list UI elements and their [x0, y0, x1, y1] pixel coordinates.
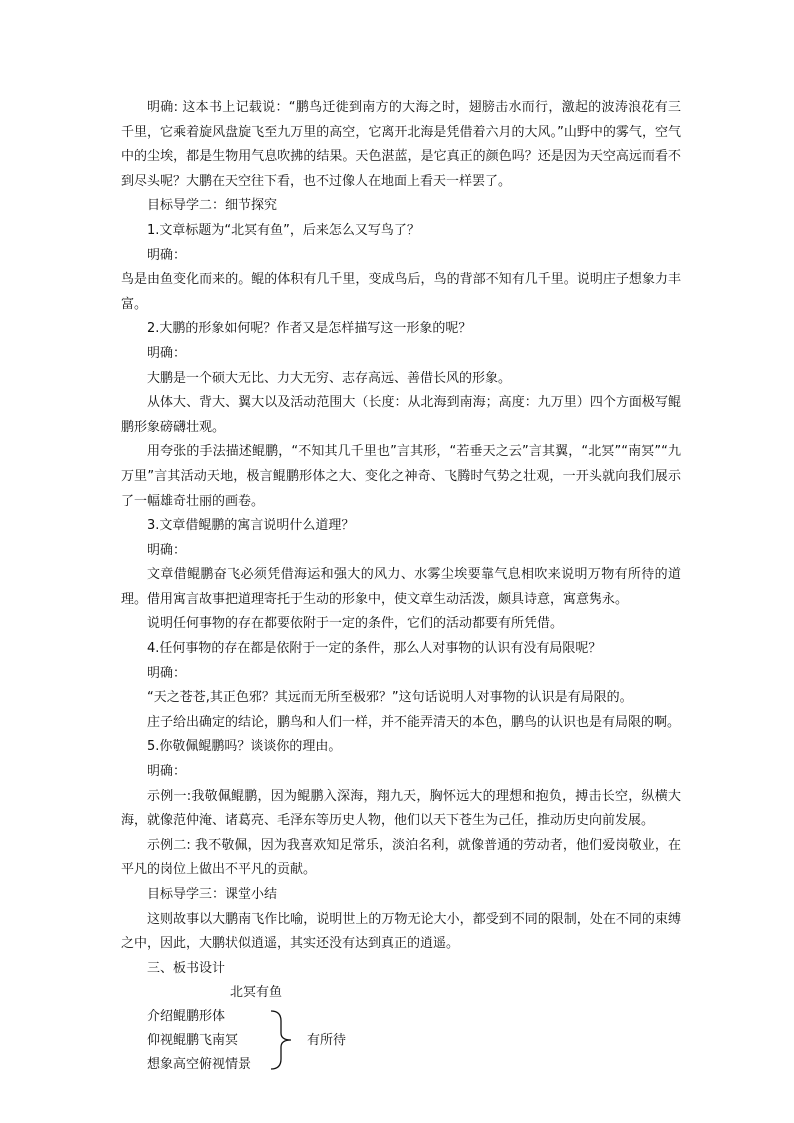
answer-label: 明确：: [147, 542, 187, 558]
paragraph: 这则故事以大鹏南飞作比喻，说明世上的万物无论大小，都受到不同的限制，处在不同的束缚之中，因此，大鹏状似逍遥，其实还没有达到真正的逍遥。: [121, 911, 681, 952]
paragraph: 示例一:我敬佩鲲鹏，因为鲲鹏入深海，翔九天，胸怀远大的理想和抱负，搏击长空，纵横大海，就像范仲淹、诸葛亮、毛泽东等历史人物，他们以天下苍生为己任，推动历史向前发展。: [121, 788, 681, 829]
question: 5.你敬佩鲲鹏吗？谈谈你的理由。: [147, 739, 342, 755]
paragraph: 用夸张的手法描述鲲鹏，“不知其几千里也”言其形，“若垂天之云”言其翼，“北冥”“南冥”“九万里”言其活动天地，极言鲲鹏形体之大、变化之神奇、飞腾时气势之壮观，一开头就向我们展示了一幅雄奇壮丽的画卷。: [121, 444, 681, 509]
paragraph: 大鹏是一个硕大无比、力大无穷、志存高远、善借长风的形象。: [147, 370, 512, 386]
document-page: [121, 96, 681, 1077]
question: 4.任何事物的存在都是依附于一定的条件，那么人对事物的认识有没有局限呢？: [147, 641, 602, 657]
paragraph: 文章借鲲鹏奋飞必须凭借海运和强大的风力、水雾尘埃要靠气息相吹来说明万物有所待的道理。借用寓言故事把道理寄托于生动的形象中，使文章生动活泼，颇具诗意，寓意隽永。: [121, 567, 681, 607]
answer-label: 明确：: [147, 665, 187, 681]
board-result: 有所待: [307, 1033, 347, 1049]
question: 1.文章标题为“北冥有鱼”，后来怎么又写鸟了？: [147, 222, 420, 238]
section-heading: 三、板书设计: [147, 960, 226, 976]
board-item: 介绍鲲鹏形体: [147, 1009, 226, 1025]
paragraph: 庄子给出确定的结论，鹏鸟和人们一样，并不能弄清天的本色，鹏鸟的认识也是有局限的啊。: [147, 714, 681, 730]
paragraph: 从体大、背大、翼大以及活动范围大（长度：从北海到南海；高度：九万里）四个方面极写鲲鹏形象磅礴壮观。: [121, 395, 681, 435]
right-brace-icon: [269, 1009, 295, 1071]
board-item: 想象高空俯视情景: [147, 1057, 252, 1073]
answer-label: 明确：: [147, 247, 187, 263]
board-title: 北冥有鱼: [230, 985, 283, 1001]
section-heading: 目标导学三：课堂小结: [147, 887, 278, 902]
paragraph: 说明任何事物的存在都要依附于一定的条件，它们的活动都要有所凭借。: [147, 616, 564, 632]
paragraph: “天之苍苍,其正色邪？其远而无所至极邪？”这句话说明人对事物的认识是有局限的。: [147, 690, 633, 706]
paragraph: 示例二: 我不敬佩，因为我喜欢知足常乐，淡泊名利，就像普通的劳动者，他们爱岗敬业，在平凡的岗位上做出不平凡的贡献。: [121, 837, 681, 878]
board-item: 仰视鲲鹏飞南冥: [147, 1033, 239, 1049]
question: 2.大鹏的形象如何呢？作者又是怎样描写这一形象的呢？: [147, 321, 472, 337]
answer-label: 明确：: [147, 764, 187, 780]
section-heading: 目标导学二：细节探究: [147, 198, 278, 214]
paragraph: 鸟是由鱼变化而来的。鲲的体积有几千里，变成鸟后，鸟的背部不知有几千里。说明庄子想象力丰富。: [121, 272, 681, 312]
answer-label: 明确：: [147, 345, 187, 361]
board-design: [121, 981, 681, 1077]
paragraph: 明确: 这本书上记载说：“鹏鸟迁徙到南方的大海之时，翅膀击水而行，激起的波涛浪花有三千里，它乘着旋风盘旋飞至九万里的高空，它离开北海是凭借着六月的大风。”山野中的雾气，空气中的尘埃，都是生物用气息吹拂的结果。天色湛蓝，是它真正的颜色吗？还是因为天空高远而看不到尽头呢？大鹏在天空往下看，也不过像人在地面上看天一样罢了。: [121, 100, 681, 189]
question: 3.文章借鲲鹏的寓言说明什么道理？: [147, 518, 355, 534]
